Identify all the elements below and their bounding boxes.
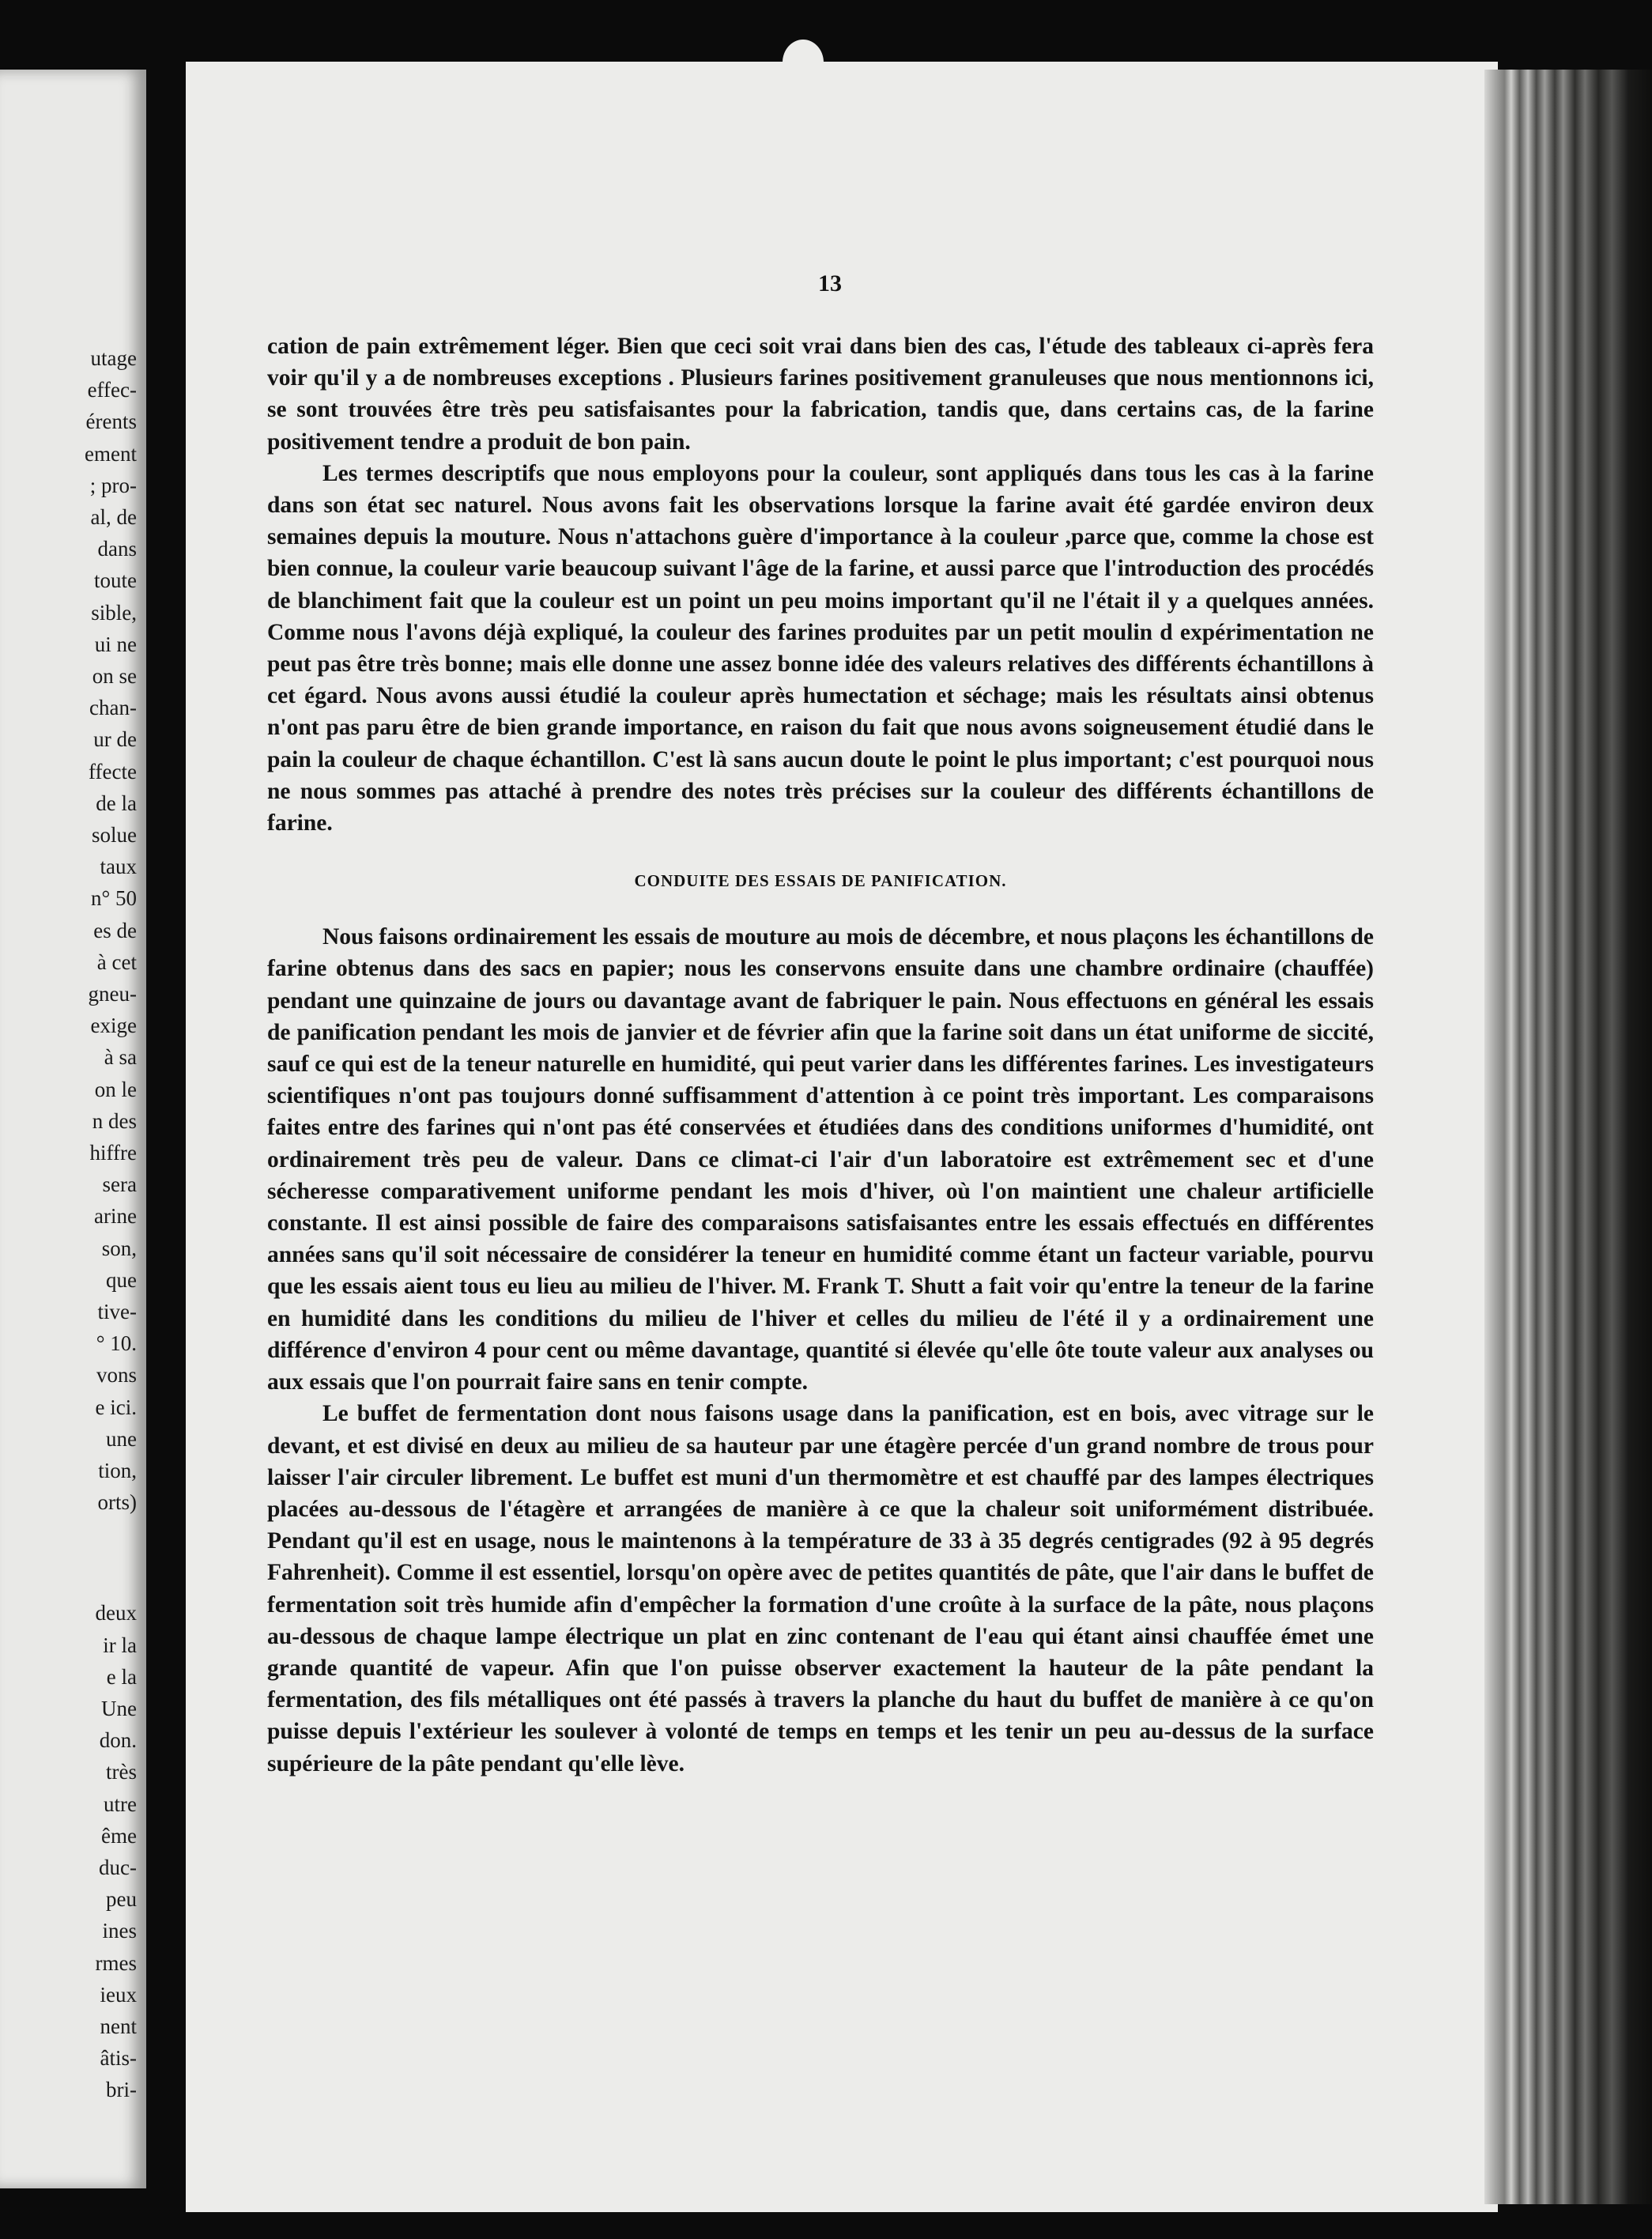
facing-page-line: à sa — [104, 1045, 137, 1070]
facing-page-line: sible, — [91, 600, 137, 625]
facing-page-line: peu — [106, 1887, 137, 1912]
facing-page-line: es de — [93, 918, 137, 942]
book-page-edges — [1484, 70, 1652, 2204]
facing-page-line: deux — [95, 1601, 137, 1625]
page-tear-notch — [783, 40, 824, 85]
facing-page-line: utre — [104, 1792, 137, 1816]
facing-page-line: chan- — [89, 696, 137, 720]
facing-page-line: exige — [90, 1014, 137, 1038]
facing-page-line: dans — [97, 537, 137, 561]
facing-page-line: al, de — [90, 505, 137, 529]
facing-page-line: très — [106, 1760, 137, 1784]
facing-page-line: orts) — [97, 1490, 137, 1515]
body-paragraph: Les termes descriptifs que nous employons pour la couleur, sont appliqués dans tous les cas à la farine dans son état sec naturel. Nous avons fait les observations lorsque la farine avait été gardée environ deux semaines depuis la mouture. Nous n'attachons guère d'importance à la couleur ,parce que, comme la chose est bien connue, la couleur varie beaucoup suivant l'âge de la farine, et aussi parce que l'introduction des procédés de blanchiment fait que la couleur est un point un peu moins important qu'il ne l'était il y a quelques années. Comme nous l'avons déjà expliqué, la couleur des farines produites par un petit moulin d expérimentation ne peut pas être très bonne; mais elle donne une assez bonne idée des valeurs relatives des différents échantillons à cet égard. Nous avons aussi étudié la couleur après humectation et séchage; mais les résultats ainsi obtenus n'ont pas paru être de bien grande importance, en raison du fait que nous avons soigneusement étudié dans le pain la couleur de chaque échantillon. C'est là sans aucun doute le point le plus important; c'est pourquoi nous ne nous sommes pas attaché à prendre des notes très précises sur la couleur des différents échantillons de farine. — [267, 460, 1374, 836]
facing-page-line: érents — [85, 410, 137, 434]
facing-page-line: gneu- — [88, 982, 137, 1006]
facing-page-line: ° 10. — [96, 1331, 137, 1356]
facing-page-line: tive- — [97, 1300, 137, 1323]
body-paragraph: Nous faisons ordinairement les essais de mouture au mois de décembre, et nous plaçons les échantillons de farine obtenus dans des sacs en papier; nous les conservons ensuite dans une chambre ordinaire (chauffée) pendant une quinzaine de jours ou davantage avant de fabriquer le pain. Nous effectuons en général les essais de panification pendant les mois de janvier et de février afin que la farine soit dans un état uniforme de siccité, sauf ce qui est de la teneur naturelle en humidité, qui peut varier dans les différentes farines. Les investigateurs scientifiques n'ont pas toujours donné suffisamment d'attention à ce point très important. Les comparaisons faites entre des farines qui n'ont pas été conservées et étudiées dans des conditions uniformes d'humidité, ont ordinairement très peu de valeur. Dans ce climat-ci l'air d'un laboratoire est extrêmement sec et d'une sécheresse comparativement uniforme pendant les mois d'hiver, où l'on maintient une chaleur artificielle constante. Il est ainsi possible de faire des comparaisons satisfaisantes entre les essais effectués en différentes années sans qu'il soit nécessaire de considérer la teneur en humidité comme étant un facteur variable, pourvu que les essais aient tous eu lieu au milieu de l'hiver. M. Frank T. Shutt a fait voir qu'entre la teneur de la farine en humidité dans les conditions du milieu de l'hiver et celles du milieu de l'été il y a ordinairement une différence d'environ 4 pour cent ou même davantage, quantité si élevée qu'elle ôte toute valeur aux analyses ou aux essais que l'on pourrait faire sans en tenir compte. — [267, 924, 1375, 1395]
facing-page-line: Une — [101, 1697, 137, 1720]
facing-page-line: ui ne — [94, 632, 137, 656]
facing-page-line: tion, — [98, 1459, 137, 1482]
facing-page-line: ur de — [93, 727, 137, 752]
facing-page-line: ffecte — [89, 759, 137, 783]
facing-page-line: ; pro- — [89, 473, 137, 497]
facing-page-line: rmes — [95, 1950, 137, 1975]
facing-page-line: e la — [106, 1664, 137, 1689]
facing-page-line: âtis- — [100, 2046, 137, 2071]
facing-page-line: duc- — [99, 1856, 137, 1879]
facing-page-line: solue — [92, 823, 137, 847]
page-number: 13 — [818, 270, 842, 296]
facing-page-line: taux — [100, 855, 137, 879]
facing-page-line: sera — [102, 1172, 137, 1197]
facing-page-line: n des — [92, 1108, 137, 1133]
facing-page-line: ême — [101, 1823, 137, 1848]
facing-page-line: nent — [100, 2014, 137, 2038]
page-body — [267, 330, 1374, 1780]
facing-page-line: on le — [94, 1077, 137, 1101]
facing-page-line: n° 50 — [90, 886, 137, 911]
facing-page-line: à cet — [96, 950, 137, 974]
facing-page-line: ir la — [103, 1633, 137, 1657]
facing-page-line: effec- — [87, 378, 137, 402]
facing-page-line: une — [106, 1426, 137, 1451]
facing-page-line: que — [106, 1267, 137, 1292]
facing-page-fragment — [0, 70, 146, 2188]
body-paragraph: Le buffet de fermentation dont nous faisons usage dans la panification, est en bois, avec vitrage sur le devant, et est divisé en deux au milieu de sa hauteur par une étagère percée d'un grand nombre de trous pour laisser l'air circuler librement. Le buffet est muni d'un thermomètre et est chauffé par des lampes électriques placées au-dessous de l'étagère et arrangées de manière à ce que la chaleur soit uniformément distribuée. Pendant qu'il est en usage, nous le maintenons à la température de 33 à 35 degrés centigrades (92 à 95 degrés Fahrenheit). Comme il est essentiel, lorsqu'on opère avec de petites quantités de pâte, que l'air dans le buffet de fermentation soit très humide afin d'empêcher la formation d'une croûte à la surface de la pâte, nous plaçons au-dessous de chaque lampe électrique un plat en zinc contenant de l'eau qui étant ainsi chauffée émet une grande quantité de vapeur. Afin que l'on puisse observer exactement la hauteur de la pâte pendant la fermentation, des fils métalliques ont été passés à travers la planche du haut du buffet de manière à ce qu'on puisse depuis l'extérieur les soulever à volonté de temps en temps et les tenir un peu au-dessus de la surface supérieure de la pâte pendant qu'elle lève. — [267, 1401, 1374, 1776]
facing-page-line: ines — [102, 1919, 137, 1943]
facing-page-line: vons — [96, 1363, 137, 1388]
facing-page-line: ement — [85, 441, 137, 466]
facing-page-line: arine — [94, 1204, 137, 1229]
facing-page-line: don. — [99, 1728, 137, 1753]
body-paragraph: cation de pain extrêmement léger. Bien que ceci soit vrai dans bien des cas, l'étude des tableaux ci-après fera voir qu'il y a de nombreuses exceptions . Plusieurs farines positivement granuleuses que nous mentionnons ici, se sont trouvées être très peu satisfaisantes pour la fabrication, tandis que, dans certains cas, de la farine positivement tendre a produit de bon pain. — [267, 334, 1374, 455]
facing-page-line: hiffre — [89, 1141, 137, 1165]
facing-page-line: son, — [101, 1236, 137, 1260]
facing-page-line: toute — [94, 568, 137, 593]
facing-page-line: e ici. — [95, 1395, 137, 1419]
facing-page-line: ieux — [100, 1982, 137, 2007]
facing-page-line: de la — [96, 791, 137, 815]
facing-page-line: bri- — [106, 2078, 137, 2102]
facing-page-line: on se — [92, 664, 137, 688]
facing-page-line: utage — [90, 346, 137, 370]
section-heading: CONDUITE DES ESSAIS DE PANIFICATION. — [634, 871, 1007, 891]
